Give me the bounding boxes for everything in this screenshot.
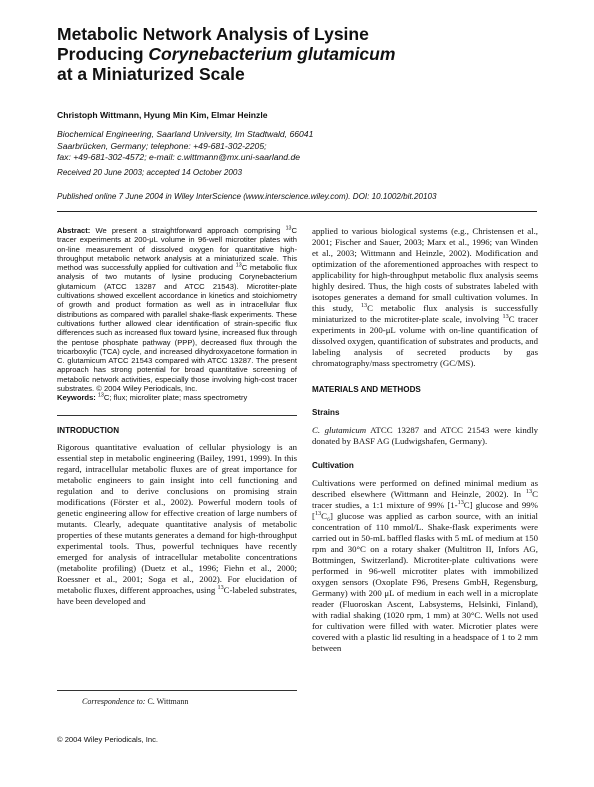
title-line-2-text: Producing [57,44,149,64]
strains-heading: Strains [312,408,340,417]
footnote-divider [57,690,297,691]
intro-text-1: Rigorous quantitative evaluation of cellular physiology is an essential step in metabolic engineering (Bailey, 1991, 1999). In this regard, intracellular metabolic fluxes are of great importance for metabolic engineers to gain insight into cell functioning and regulation and to derive conclusions on promising strain modifications (Förster et al., 2002). Powerful modern tools of genetic engineering allow for effective creation of large numbers of mutants. Clearly, adequate quantitative analysis of metabolic properties of these mutants generates a demand for high-throughput experimental tools. Thus, powerful techniques have recently emerged for analysis of intracellular metabolite concentrations (metabolite profiling) (Duetz et al., 1996; Fiehn et al., 2000; Roessner et al., 2001; Soga et al., 2002). For elucidation of metabolic fluxes, different approaches, using [57,441,297,595]
cultivation-heading: Cultivation [312,461,354,470]
right-text-2: C metabolic flux analysis is successfully miniaturized to the microtiter-plate scale, involving [312,303,538,324]
cult-text-1: Cultivations were performed on defined minimal medium as described elsewhere (Wittmann and Heinzle, 2002). In [312,478,538,499]
strains-paragraph [312,425,538,447]
abstract-text-3: C metabolic flux analysis of two mutants of lysine producing Corynebacterium glutamicum (ATCC 13287 and ATCC 21543). Microtiter-plate cultivations showed excellent accordance in kinetics and stoichiometry of growth and product formation as well as in intracellular flux distributions as compared with parallel shake-flask experiments. These cultivations further allowed clear identification of strain-specific flux differences such as increased flux toward lysine, increased flux through the pentose phosphate pathway (PPP), decreased flux through the tricarboxylic (TCA) cycle, and increased dihydroxyacetone formation in C. glutamicum ATCC 21543 compared with ATCC 13287. The present approach has strong potential for broad quantitative screening of metabolic network activities, especially those involving high-cost tracer substrates. © 2004 Wiley Periodicals, Inc. [57,263,297,394]
affiliation-line-2: Saarbrücken, Germany; telephone: +49-681-302-2205; [57,140,267,151]
correspondence-label: Correspondence to: [82,697,146,706]
abstract [57,226,297,393]
cult-text-3: C] glucose and 99% [ [312,500,539,521]
copyright: © 2004 Wiley Periodicals, Inc. [57,735,158,744]
introduction-paragraph [57,442,297,607]
right-column [312,226,538,654]
title-line-3: at a Miniaturized Scale [57,64,245,84]
strains-text: ATCC 13287 and ATCC 21543 were kindly donated by BASF AG (Ludwigshafen, Germany). [312,425,538,446]
left-column [57,226,297,607]
abstract-label: Abstract: [57,226,91,235]
abstract-sup-2: 13 [235,262,242,269]
methods-heading: MATERIALS AND METHODS [312,385,421,394]
introduction-heading: INTRODUCTION [57,425,120,435]
keywords-text: C; flux; microliter plate; mass spectrometry [103,393,248,403]
keywords [57,393,297,402]
abstract-text-2: C tracer experiments at 200-μL volume in 96-well microtiter plates with on-line measurement of dissolved oxygen for quantitative high-throughput metabolic network analysis at a miniaturized scale. This method was successfully applied for cultivation and [57,226,297,273]
right-sup-1: 13 [360,303,368,310]
right-text-1: applied to various biological systems (e.g., Christensen et al., 2001; Fischer and Sauer, 2003; Marx et al., 1996; van Winden et al., 2003; Wittmann and Heinzle, 2002). Modification and optimization of the aforementioned approaches with respect to applicability for high-throughput metabolic flux analysis seems highly desired. Thus, the high costs of substrates labeled with isotopes generates a demand for small cultivation volumes. In this study, [312,226,538,313]
cult-text-4: C₆] glucose was applied as carbon source, with an initial concentration of 110 mmol/L. Shake-flask experiments were carried out in 50-mL baffled flasks with 5 mL of medium at 150 rpm and 30°C on a rotary shaker (Multitron II, Infors AG, Bottmingen, Switzerland). Microtiter-plate cultivations were performed in 96-well microtiter plates with immobilized oxygen sensors (Oxoplate F96, Presens GmbH, Regensburg, Germany) with 200 μL of medium in each well in a microplate reader (Fluoroskan Ascent, Labsystems, Helsinki, Finland), with radial shaking (1020 rpm, 1 mm) at 30°C. Wells not used for cultivation were filled with water. Microtier plates were covered with a plastic lid resulting in a headspace of 1 to 2 mm between [312,511,538,653]
cult-sup-2: 13 [457,500,464,507]
right-text-3: C tracer experiments in 200-μL volume with on-line quantification of dissolved oxygen, quantification of substrates and products, and labeling analysis of secreted products by gas chromatography/mass spectrometry (GC/MS). [312,314,538,368]
publication-info: Published online 7 June 2004 in Wiley InterScience (www.interscience.wiley.com). DOI: 10.1002/bit.20103 [57,192,437,201]
affiliation-line-3: fax: +49-681-302-4572; e-mail: c.wittmann@mx.uni-saarland.de [57,152,301,162]
abstract-divider [57,415,297,416]
article-title [57,24,537,84]
abstract-sup-1: 13 [285,225,292,232]
cult-sup-1: 13 [525,489,533,496]
keywords-label: Keywords: [57,393,96,403]
title-line-2 [57,44,537,64]
cultivation-paragraph [312,478,538,654]
cult-text-2: C tracer studies, a 1:1 mixture of 99% [1- [312,489,538,510]
title-organism: Corynebacterium glutamicum [148,44,396,64]
intro-continuation [312,226,538,369]
intro-text-2: C-labeled substrates, have been developed and [57,584,297,606]
affiliation-line-1: Biochemical Engineering, Saarland University, Im Stadtwald, 66041 [57,129,314,139]
correspondence-name: C. Wittmann [145,697,189,706]
title-line-1: Metabolic Network Analysis of Lysine [57,24,369,44]
correspondence [82,697,188,706]
received-dates: Received 20 June 2003; accepted 14 October 2003 [57,168,242,177]
cult-sup-3: 13 [314,511,322,518]
strains-organism: C. glutamicum [312,425,367,435]
intro-sup: 13 [217,584,224,591]
author-list: Christoph Wittmann, Hyung Min Kim, Elmar Heinzle [57,110,268,120]
abstract-text-1: We present a straightforward approach comprising [90,226,286,235]
right-sup-2: 13 [502,314,509,321]
affiliation [57,129,537,164]
header-divider [57,211,537,212]
keywords-sup: 13 [97,392,104,399]
